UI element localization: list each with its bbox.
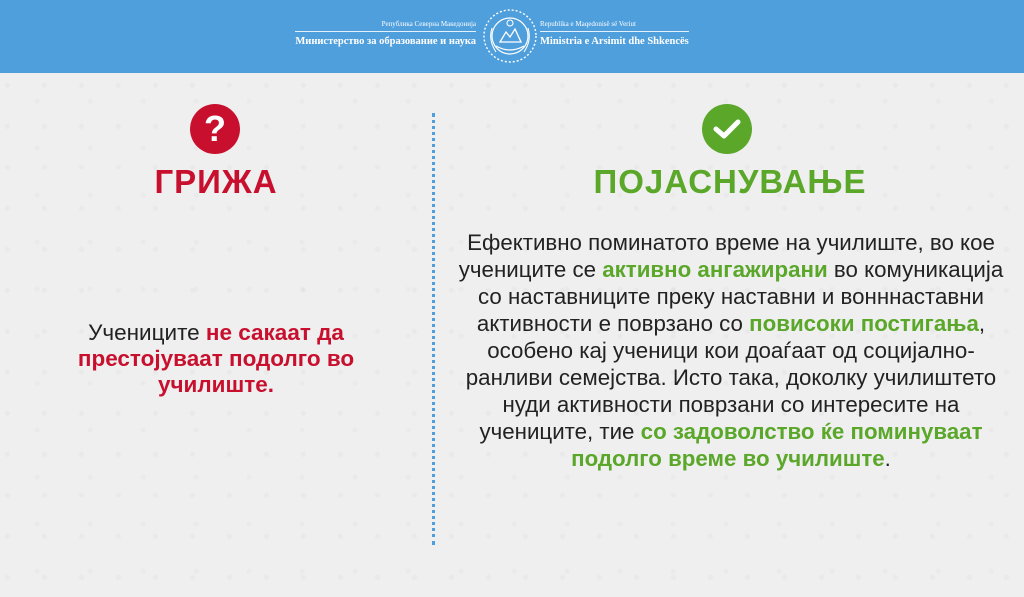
checkmark-glyph-icon: [712, 117, 742, 141]
header-left-small: Република Северна Македонија: [295, 20, 476, 32]
dotted-divider: [432, 113, 435, 545]
checkmark-icon: [702, 104, 752, 154]
explanation-title: ПОЈАСНУВАЊЕ: [593, 163, 867, 200]
header-right-small: Republika e Maqedonisë së Veriut: [540, 20, 689, 32]
header-right: [540, 20, 689, 49]
header-left-title: Министерство за образование и наука: [295, 36, 476, 47]
concern-text-plain: Учениците: [88, 320, 206, 345]
explanation-h1: активно ангажирани: [602, 257, 828, 282]
concern-text-highlight: не сакаат да престојуваат подолго во училиште.: [77, 320, 355, 397]
explanation-h3: со задоволство ќе поминуваат подолго време во училиште: [571, 419, 983, 471]
explanation-text: [458, 229, 1004, 472]
header-left: [295, 20, 476, 49]
explanation-p4: .: [884, 446, 891, 471]
header-bar: [0, 0, 1024, 73]
explanation-p3: , особено кај ученици кои доаѓаат од социјално-ранливи семејства. Исто така, доколку училиштето нуди активности поврзани со интересите на учениците, тие: [465, 311, 997, 444]
question-mark-icon: [190, 104, 240, 154]
coat-of-arms-emblem-icon: [482, 6, 538, 66]
concern-title: ГРИЖА: [154, 163, 278, 200]
question-mark-glyph: ?: [204, 108, 226, 149]
header-right-title: Ministria e Arsimit dhe Shkencës: [540, 36, 689, 47]
explanation-p2: во комуникација со наставниците преку наставни и вонннаставни активности е поврзано со: [476, 257, 1004, 336]
explanation-p1: Ефективно поминатото време на училиште, во кое учениците се: [458, 230, 995, 282]
explanation-h2: повисоки постигања: [749, 311, 979, 336]
concern-text: [40, 320, 392, 398]
